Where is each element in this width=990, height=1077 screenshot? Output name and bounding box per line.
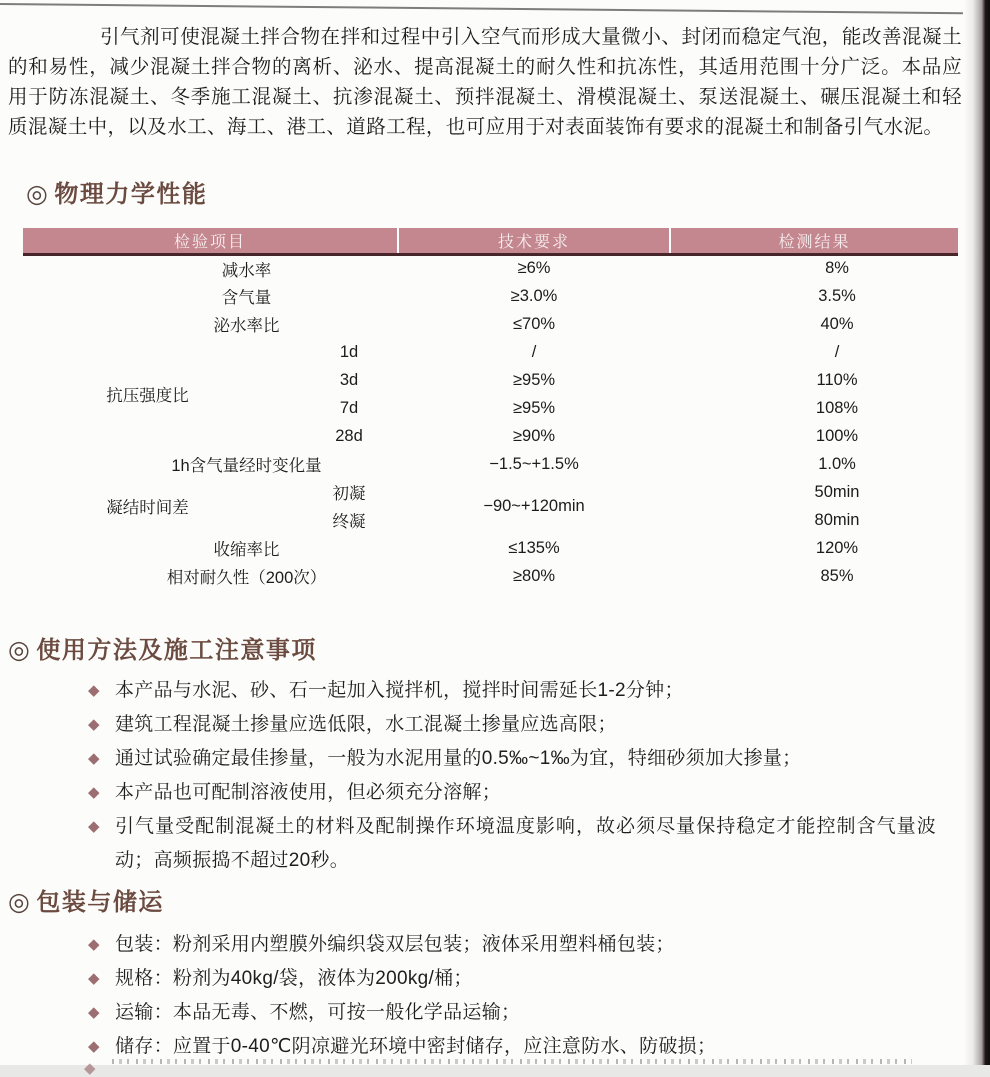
cell-item-bleeding-ratio: 泌水率比 — [213, 317, 280, 335]
list-item-text: 引气量受配制混凝土的材料及配制操作环境温度影响，故必须尽量保持稳定才能控制含气量波动；高频振捣不超过20秒。 — [115, 816, 936, 871]
list-item — [88, 742, 936, 776]
intro-paragraph: 引气剂可使混凝土拌合物在拌和过程中引入空气而形成大量微小、封闭而稳定气泡，能改善混凝土的和易性，减少混凝土拌合物的离析、泌水、提高混凝土的耐久性和抗冻性，其适用范围十分广泛。本品应用于防冻混凝土、冬季施工混凝土、抗渗混凝土、预拌混凝土、滑模混凝土、泵送混凝土、碾压混凝土和轻质混凝土中，以及水工、海工、港工、道路工程，也可应用于对表面装饰有要求的混凝土和制备引气水泥。 — [8, 26, 962, 138]
cell-result: 40% — [820, 314, 854, 333]
scan-edge-shadow — [964, 0, 990, 1065]
header-inspection-item: 检验项目 — [23, 228, 398, 254]
bullet-diamond-icon: ◆ — [88, 970, 100, 987]
list-item — [88, 810, 936, 878]
list-item-text: 储存：应置于0-40℃阴凉避光环境中密封储存，应注意防水、防破损； — [115, 1036, 717, 1057]
bullet-diamond-icon: ◆ — [88, 750, 100, 767]
cell-result: 100% — [815, 426, 859, 445]
table-row — [23, 450, 958, 478]
cell-result: 1.0% — [818, 454, 856, 473]
cell-result: 110% — [816, 370, 858, 389]
scan-top-rule — [0, 3, 963, 14]
table-row — [23, 534, 958, 562]
cell-req: ≥95% — [512, 398, 556, 417]
bullet-diamond-icon: ◆ — [88, 682, 100, 699]
cell-req: ≥6% — [517, 259, 551, 278]
bullet-diamond-icon: ◆ — [88, 936, 100, 953]
table-row — [23, 478, 958, 506]
cell-req: ≥95% — [512, 370, 556, 389]
list-item — [88, 962, 936, 996]
physical-properties-table — [23, 228, 958, 590]
cell-age: 7d — [339, 398, 359, 417]
cell-req: ≥90% — [512, 426, 556, 445]
table-row — [23, 562, 958, 590]
list-item-text: 包装：粉剂采用内塑膜外编织袋双层包装；液体采用塑料桶包装； — [115, 934, 675, 955]
list-item-text: 建筑工程混凝土掺量应选低限，水工混凝土掺量应选高限； — [115, 714, 617, 735]
clipped-partial-text-line — [112, 1059, 912, 1064]
cell-item-air-content: 含气量 — [221, 289, 272, 307]
table-row — [23, 254, 958, 282]
bullet-diamond-icon: ◆ — [88, 1004, 100, 1021]
cell-age: 终凝 — [332, 513, 366, 531]
clipped-bullet-diamond-icon: ◆ — [84, 1060, 96, 1077]
cell-req: −1.5~+1.5% — [489, 454, 579, 473]
section-title-physical-properties — [26, 174, 207, 209]
section-title-packaging-storage — [8, 882, 164, 917]
cell-result: 120% — [815, 538, 859, 557]
section-marker-icon: ◎ — [8, 888, 32, 916]
bullet-diamond-icon: ◆ — [88, 818, 100, 835]
cell-item-shrinkage-ratio: 收缩率比 — [213, 541, 280, 559]
list-item-text: 本产品也可配制溶液使用，但必须充分溶解； — [115, 782, 502, 803]
list-item — [88, 776, 936, 810]
cell-result: 50min — [814, 482, 860, 501]
cell-req: ≤135% — [508, 538, 560, 557]
cell-item-water-reduction: 减水率 — [221, 261, 272, 280]
table-row — [23, 338, 958, 366]
cell-group-setting-time-difference: 凝结时间差 — [106, 499, 189, 517]
cell-req: ≥3.0% — [510, 286, 558, 305]
cell-age: 28d — [335, 426, 363, 445]
table-row — [23, 310, 958, 338]
list-item-text: 运输：本品无毒、不燃，可按一般化学品运输； — [115, 1002, 521, 1023]
cell-req: ≥80% — [512, 566, 556, 585]
bullet-diamond-icon: ◆ — [88, 784, 100, 801]
table-row — [23, 282, 958, 310]
cell-result: 108% — [815, 398, 859, 417]
list-item-text: 通过试验确定最佳掺量，一般为水泥用量的0.5‰~1‰为宜，特细砂须加大掺量； — [115, 748, 802, 769]
cell-result: 85% — [820, 566, 854, 585]
cell-req: −90~+120min — [483, 496, 585, 515]
cell-item-relative-durability: 相对耐久性（200次） — [166, 569, 327, 587]
section-title-text: 使用方法及施工注意事项 — [36, 637, 317, 664]
cell-req: / — [531, 342, 537, 361]
cell-result: / — [834, 342, 840, 361]
bullet-diamond-icon: ◆ — [88, 1038, 100, 1055]
section-title-text: 包装与储运 — [36, 889, 164, 916]
cell-result: 8% — [825, 259, 849, 278]
cell-age: 3d — [339, 370, 359, 389]
list-item — [88, 708, 936, 742]
cell-item-air-content-change-1h: 1h含气量经时变化量 — [171, 457, 322, 475]
list-item — [88, 674, 936, 708]
usage-notes-list — [88, 674, 936, 878]
list-item-text: 规格：粉剂为40kg/袋，液体为200kg/桶； — [115, 968, 473, 989]
packaging-storage-list — [88, 928, 936, 1064]
cell-result: 80min — [814, 510, 860, 529]
cell-group-compressive-strength-ratio: 抗压强度比 — [106, 387, 189, 405]
cell-result: 3.5% — [818, 286, 856, 305]
list-item-text: 本产品与水泥、砂、石一起加入搅拌机，搅拌时间需延长1-2分钟； — [115, 680, 684, 701]
cell-age: 初凝 — [332, 485, 366, 503]
section-title-usage-notes — [8, 630, 317, 665]
cell-age: 1d — [339, 342, 359, 361]
list-item — [88, 928, 936, 962]
header-technical-requirement: 技术要求 — [398, 228, 670, 254]
section-marker-icon: ◎ — [26, 180, 50, 208]
section-marker-icon: ◎ — [8, 636, 32, 664]
bullet-diamond-icon: ◆ — [88, 716, 100, 733]
cell-req: ≤70% — [512, 314, 556, 333]
header-test-result: 检测结果 — [670, 228, 958, 254]
table-header-row — [23, 228, 958, 254]
list-item — [88, 996, 936, 1030]
section-title-text: 物理力学性能 — [54, 181, 208, 208]
